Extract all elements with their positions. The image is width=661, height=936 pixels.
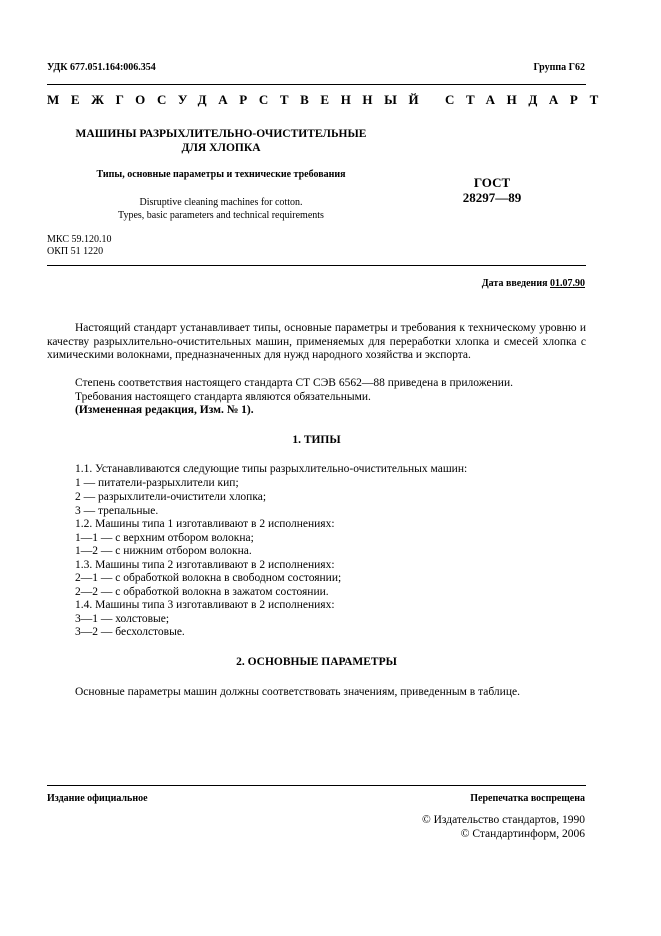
footer-rule [47, 785, 586, 786]
reprint-note: Перепечатка воспрещена [470, 793, 585, 804]
intro-paragraph-3: Требования настоящего стандарта являются обязательными. [75, 391, 371, 403]
codes-rule [47, 265, 586, 266]
list-item: 2—2 — с обработкой волокна в зажатом состоянии. [75, 586, 329, 598]
gost-label: ГОСТ [473, 175, 511, 190]
okp-code: ОКП 51 1220 [47, 246, 104, 257]
english-line-2: Types, basic parameters and technical requirements [118, 210, 324, 221]
document-subtitle: Типы, основные параметры и технические требования [96, 169, 346, 180]
intro-date [482, 278, 585, 289]
edition-note: Издание официальное [47, 793, 148, 804]
intro-date-value: 01.07.90 [550, 278, 585, 289]
list-item: 1.2. Машины типа 1 изготавливают в 2 исполнениях: [75, 518, 335, 530]
title-line-2: ДЛЯ ХЛОПКА [181, 142, 261, 154]
classification-codes [47, 234, 111, 258]
title-line-1: МАШИНЫ РАЗРЫХЛИТЕЛЬНО-ОЧИСТИТЕЛЬНЫЕ [75, 128, 367, 140]
group-code: Группа Г62 [533, 62, 585, 73]
gost-number: 28297—89 [462, 190, 522, 205]
list-item: 1 — питатели-разрыхлители кип; [75, 477, 239, 489]
list-item: 2—1 — с обработкой волокна в свободном состоянии; [75, 572, 342, 584]
gost-designation [452, 175, 532, 205]
english-title [47, 196, 395, 222]
list-item: 2 — разрыхлители-очистители хлопка; [75, 491, 267, 503]
section-2-text: Основные параметры машин должны соответствовать значениям, приведенным в таблице. [75, 686, 520, 698]
intro-paragraph-2: Степень соответствия настоящего стандарта СТ СЭВ 6562—88 приведена в приложении. [75, 377, 513, 389]
intro-text [47, 322, 586, 363]
intro-date-label: Дата введения [481, 278, 548, 289]
section-2-heading: 2. ОСНОВНЫЕ ПАРАМЕТРЫ [236, 656, 397, 668]
copyright-line-1: © Издательство стандартов, 1990 [421, 814, 585, 826]
list-item: 1.1. Устанавливаются следующие типы разрыхлительно-очистительных машин: [75, 463, 468, 475]
copyright-line-2: © Стандартинформ, 2006 [460, 828, 585, 840]
section-1-heading: 1. ТИПЫ [292, 434, 341, 446]
copyright-block [422, 813, 585, 841]
standard-banner: МЕЖГОСУДАРСТВЕННЫЙ СТАНДАРТ [47, 92, 610, 107]
list-item: 3 — трепальные. [75, 505, 159, 517]
header-rule [47, 84, 586, 85]
list-item: 1—2 — с нижним отбором волокна. [75, 545, 252, 557]
amendment-note: (Измененная редакция, Изм. № 1). [75, 404, 254, 416]
udk-code: УДК 677.051.164:006.354 [47, 62, 156, 73]
mks-code: МКС 59.120.10 [47, 234, 112, 245]
english-line-1: Disruptive cleaning machines for cotton. [139, 197, 303, 208]
list-item: 3—1 — холстовые; [75, 613, 170, 625]
document-title [47, 127, 395, 155]
list-item: 1.3. Машины типа 2 изготавливают в 2 исполнениях: [75, 559, 335, 571]
list-item: 1.4. Машины типа 3 изготавливают в 2 исполнениях: [75, 599, 335, 611]
list-item: 1—1 — с верхним отбором волокна; [75, 532, 254, 544]
list-item: 3—2 — бесхолстовые. [75, 626, 185, 638]
intro-paragraph-1: Настоящий стандарт устанавливает типы, основные параметры и требования к техническому уровню и качеству разрыхлительно-очистительных машин, применяемых для переработки хлопка и смесей хлопка с химическими волокнами, предназначенных для нужд народного хозяйства и экспорта. [47, 322, 586, 362]
